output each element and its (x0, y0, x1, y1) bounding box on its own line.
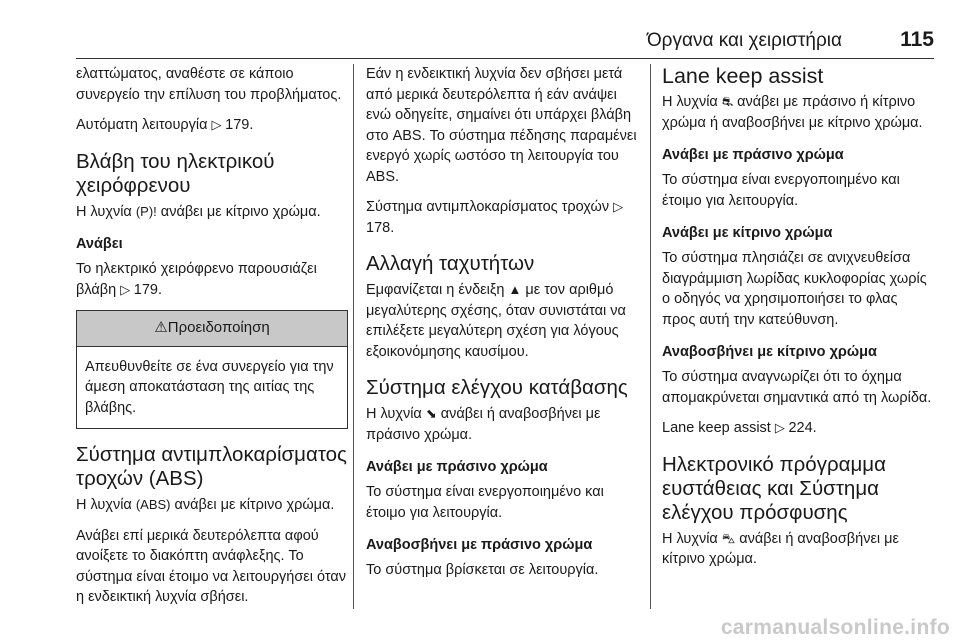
page-number: 115 (900, 28, 934, 51)
column-divider (650, 64, 651, 609)
warning-header: ⚠Προειδοποίηση (77, 311, 347, 347)
watermark: carmanualsonline.info (720, 616, 950, 639)
lane-keep-icon: ⛐ (721, 94, 734, 109)
paragraph: Το σύστημα είναι ενεργοποιημένο και έτοιμο για λειτουργία. (662, 172, 900, 209)
section-heading: Σύστημα ελέγχου κατάβασης (366, 376, 628, 399)
warning-text: Απευθυνθείτε σε ένα συνεργείο για την άμεση αποκατάσταση της αιτίας της βλάβης. (85, 358, 334, 416)
subsection-heading: Ανάβει με πράσινο χρώμα (366, 459, 548, 475)
paragraph: Lane keep assist ▷ 224. (662, 420, 817, 436)
section-heading: Βλάβη του ηλεκτρικού χειρόφρενου (76, 149, 275, 197)
paragraph: Η λυχνία ⬊ ανάβει ή αναβοσβήνει με πράσινο χρώμα. (366, 406, 601, 443)
paragraph: Η λυχνία (ABS) ανάβει με κίτρινο χρώμα. (76, 495, 348, 516)
warning-box (76, 310, 348, 429)
page-header (76, 24, 934, 59)
page-ref-icon: ▷ (613, 199, 624, 214)
page-ref: 224. (788, 420, 817, 436)
paragraph: Το σύστημα βρίσκεται σε λειτουργία. (366, 562, 599, 578)
paragraph: Η λυχνία ⛍ ανάβει ή αναβοσβήνει με κίτρινο χρώμα. (662, 530, 899, 567)
parking-brake-warning-icon: (P)! (135, 203, 157, 219)
upshift-arrow-icon: ▲ (508, 282, 522, 297)
paragraph: Η λυχνία ⛐ ανάβει με πράσινο ή κίτρινο χρώμα ή αναβοσβήνει με κίτρινο χρώμα. (662, 94, 923, 131)
page-ref: 179. (225, 117, 254, 133)
subsection-heading: Αναβοσβήνει με πράσινο χρώμα (366, 537, 593, 553)
subsection-heading: Ανάβει με κίτρινο χρώμα (662, 225, 833, 241)
paragraph: Σύστημα αντιμπλοκαρίσματος τροχών ▷ 178. (366, 199, 624, 236)
subsection-heading: Ανάβει (76, 236, 123, 252)
stability-control-icon: ⛍ (721, 530, 736, 546)
abs-warning-icon: (ABS) (135, 497, 171, 512)
page-ref-icon: ▷ (774, 420, 789, 435)
column-3 (662, 64, 934, 580)
paragraph: Το ηλεκτρικό χειρόφρενο παρουσιάζει βλάβη ▷ 179. (76, 261, 317, 298)
page-ref-icon: ▷ (211, 117, 226, 132)
paragraph: Το σύστημα αναγνωρίζει ότι το όχημα απομακρύνεται σημαντικά από τη λωρίδα. (662, 369, 932, 406)
column-2 (366, 64, 638, 591)
paragraph: Εμφανίζεται η ένδειξη ▲ με τον αριθμό μεγαλύτερης σχέσης, όταν συνιστάται να επιλέξετε μεγαλύτερη σχέση για λόγους εξοικονόμησης καυσίμου. (366, 282, 626, 360)
paragraph: Η λυχνία (P)! ανάβει με κίτρινο χρώμα. (76, 202, 348, 223)
paragraph: Το σύστημα πλησιάζει σε ανιχνευθείσα διαγράμμιση λωρίδας κυκλοφορίας χωρίς ο οδηγός να χρησιμοποιήσει το φλας προς αυτή την κατεύθυνση. (662, 250, 927, 328)
page-ref: 178. (366, 219, 395, 236)
page-title: Όργανα και χειριστήρια (646, 30, 842, 51)
paragraph: Αυτόματη λειτουργία ▷ 179. (76, 117, 254, 133)
warning-triangle-icon: ⚠ (154, 319, 168, 336)
section-heading: Ηλεκτρονικό πρόγραμμα ευστάθειας και Σύστημα ελέγχου πρόσφυσης (662, 452, 886, 524)
section-heading: Αλλαγή ταχυτήτων (366, 252, 535, 275)
paragraph: ελαττώματος, αναθέστε σε κάποιο συνεργείο την επίλυση του προβλήματος. (76, 66, 342, 103)
subsection-heading: Αναβοσβήνει με κίτρινο χρώμα (662, 344, 877, 360)
paragraph: Ανάβει επί μερικά δευτερόλεπτα αφού ανοίξετε το διακόπτη ανάφλεξης. Το σύστημα είναι έτοιμο να λειτουργήσει όταν η ενδεικτική λυχνία σβήσει. (76, 527, 347, 605)
paragraph: Το σύστημα είναι ενεργοποιημένο και έτοιμο για λειτουργία. (366, 484, 604, 521)
page-ref: 179. (133, 281, 163, 298)
section-heading: Lane keep assist (662, 64, 824, 88)
subsection-heading: Ανάβει με πράσινο χρώμα (662, 147, 844, 163)
column-divider (353, 64, 354, 609)
paragraph: Εάν η ενδεικτική λυχνία δεν σβήσει μετά από μερικά δευτερόλεπτα ή εάν ανάψει ενώ οδηγείτε, σημαίνει ότι υπάρχει βλάβη στο ABS. Το σύστημα πέδησης παραμένει ενεργό χωρίς ωστόσο τη λειτουργία του ABS. (366, 66, 637, 185)
section-heading: Σύστημα αντιμπλοκαρίσματος τροχών (ABS) (76, 443, 347, 490)
hill-descent-icon: ⬊ (425, 406, 437, 421)
page-ref-icon: ▷ (120, 281, 134, 297)
column-1 (76, 64, 348, 618)
